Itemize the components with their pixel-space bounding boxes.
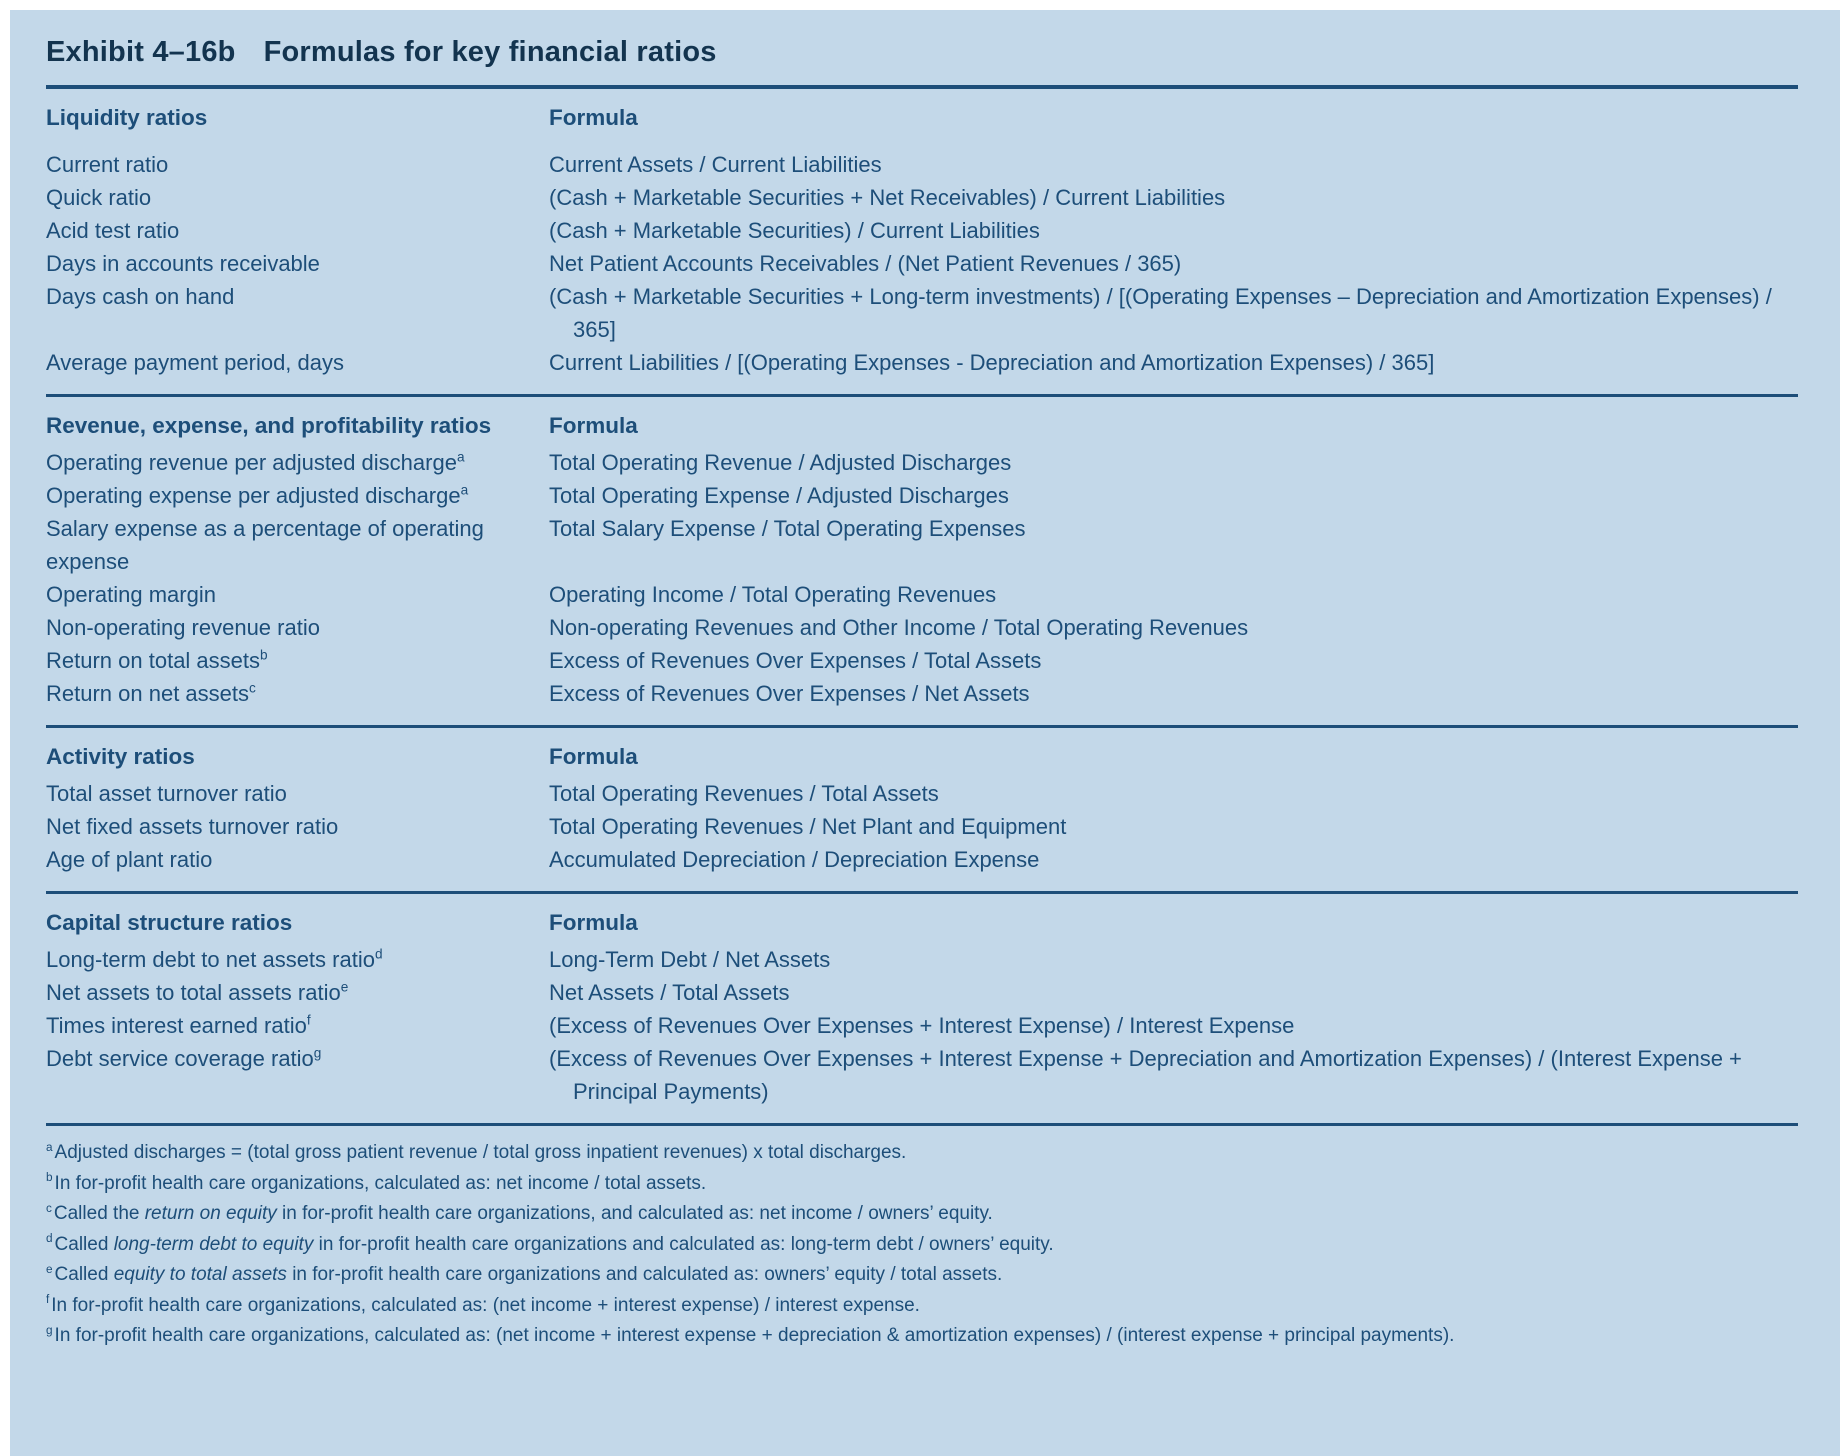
section-header-row xyxy=(46,101,1798,134)
ratio-name-text: Days in accounts receivable xyxy=(46,251,320,276)
title-divider xyxy=(46,85,1798,89)
footnote-line xyxy=(46,1230,1798,1261)
footnote-text: Adjusted discharges = (total gross patient revenue / total gross inpatient revenues) x total discharges. xyxy=(54,1142,907,1163)
footnote-text: long-term debt to equity xyxy=(113,1233,314,1255)
ratio-formula: Current Assets / Current Liabilities xyxy=(549,152,882,177)
ratio-row xyxy=(46,843,1798,876)
ratio-row xyxy=(46,280,1798,346)
ratio-row xyxy=(46,943,1798,976)
ratio-formula: Total Operating Revenues / Net Plant and Equipment xyxy=(549,814,1067,839)
footnote-ref: c xyxy=(249,680,256,696)
ratio-name xyxy=(46,976,549,1009)
formula-column-header: Formula xyxy=(549,910,638,935)
footnote-ref: a xyxy=(456,449,465,465)
section-divider xyxy=(46,891,1798,894)
ratio-name xyxy=(46,479,549,512)
ratio-formula: Net Patient Accounts Receivables / (Net Patient Revenues / 365) xyxy=(549,251,1182,276)
exhibit-panel xyxy=(10,10,1840,1456)
ratio-name-text: Salary expense as a percentage of operating expense xyxy=(46,516,484,574)
ratio-name xyxy=(46,181,549,214)
footnote-text: In for-profit health care organizations, calculated as: (net income + interest expense) / interest expense. xyxy=(51,1294,920,1316)
footnote-text: In for-profit health care organizations, calculated as: (net income + interest expense + depreciation & amortization expenses) / (interest expense + principal payments). xyxy=(54,1325,1455,1346)
ratio-name xyxy=(46,777,549,810)
section-title: Liquidity ratios xyxy=(46,105,208,130)
ratio-formula: Total Operating Expense / Adjusted Discharges xyxy=(549,483,1009,508)
ratio-name-text: Operating revenue per adjusted discharge xyxy=(46,450,457,475)
ratio-name-text: Long-term debt to net assets ratio xyxy=(46,947,375,972)
footnote-ref: d xyxy=(374,946,383,962)
ratio-row xyxy=(46,677,1798,710)
footnote-marker: d xyxy=(46,1232,53,1246)
ratio-name-text: Return on total assets xyxy=(46,648,261,673)
ratio-formula: Long-Term Debt / Net Assets xyxy=(549,947,831,972)
ratio-formula: Total Operating Revenues / Total Assets xyxy=(549,781,939,806)
footnote-marker: a xyxy=(46,1140,53,1154)
ratio-name xyxy=(46,1009,549,1042)
ratio-name-text: Times interest earned ratio xyxy=(46,1013,307,1038)
ratio-name-text: Total asset turnover ratio xyxy=(46,781,287,806)
ratio-section xyxy=(46,101,1798,379)
ratio-name xyxy=(46,247,549,280)
ratio-name xyxy=(46,512,549,578)
footnote-text: in for-profit health care organizations, and calculated as: net income / owners’ equity. xyxy=(276,1203,993,1224)
formula-column-header: Formula xyxy=(549,413,638,438)
ratio-formula: Current Liabilities / [(Operating Expenses - Depreciation and Amortization Expenses) / 365] xyxy=(549,350,1435,375)
footnote-marker: b xyxy=(46,1171,53,1185)
ratio-formula: Excess of Revenues Over Expenses / Total Assets xyxy=(549,648,1042,673)
ratio-name xyxy=(46,611,549,644)
footnote-text: In for-profit health care organizations, calculated as: net income / total assets. xyxy=(54,1172,707,1194)
ratio-formula: (Cash + Marketable Securities + Net Receivables) / Current Liabilities xyxy=(549,185,1226,210)
ratio-name-text: Age of plant ratio xyxy=(46,847,213,872)
ratio-row xyxy=(46,976,1798,1009)
ratio-name xyxy=(46,677,549,710)
ratio-sections xyxy=(46,101,1798,1108)
footnote-ref: e xyxy=(340,979,349,995)
footnote-marker: e xyxy=(46,1262,53,1276)
ratio-row xyxy=(46,644,1798,677)
footnote-text: Called xyxy=(54,1264,114,1285)
ratio-formula: Total Salary Expense / Total Operating Expenses xyxy=(549,516,1026,541)
ratio-name-text: Operating margin xyxy=(46,582,216,607)
exhibit-title-row xyxy=(46,36,1798,69)
ratio-name xyxy=(46,943,549,976)
ratio-name xyxy=(46,148,549,181)
ratio-name-text: Days cash on hand xyxy=(46,284,235,309)
footnote-line xyxy=(46,1199,1798,1230)
exhibit-title-text: Formulas for key financial ratios xyxy=(263,36,717,68)
footnote-text: in for-profit health care organizations and calculated as: long-term debt / owners’ equity. xyxy=(313,1233,1054,1255)
ratio-row xyxy=(46,1042,1798,1108)
ratio-formula: Excess of Revenues Over Expenses / Net Assets xyxy=(549,681,1030,706)
ratio-row xyxy=(46,181,1798,214)
ratio-formula: Non-operating Revenues and Other Income / Total Operating Revenues xyxy=(549,615,1249,640)
footnote-line xyxy=(46,1169,1798,1200)
ratio-formula: (Excess of Revenues Over Expenses + Interest Expense + Depreciation and Amortization Expenses) / (Interest Expense + Principal Payments) xyxy=(549,1046,1742,1104)
ratio-name xyxy=(46,280,549,346)
section-header-row xyxy=(46,740,1798,773)
ratio-row xyxy=(46,777,1798,810)
footnotes xyxy=(46,1138,1798,1352)
ratio-name-text: Quick ratio xyxy=(46,185,152,210)
formula-column-header: Formula xyxy=(549,744,638,769)
footnote-line xyxy=(46,1138,1798,1169)
ratio-section xyxy=(46,409,1798,710)
ratio-formula: (Cash + Marketable Securities) / Current Liabilities xyxy=(549,218,1040,243)
ratio-formula: Operating Income / Total Operating Revenues xyxy=(549,582,997,607)
exhibit-number: Exhibit 4–16b xyxy=(46,36,236,68)
ratio-name xyxy=(46,644,549,677)
ratio-name-text: Debt service coverage ratio xyxy=(46,1046,314,1071)
footnotes-divider xyxy=(46,1123,1798,1126)
footnote-marker: f xyxy=(46,1293,50,1307)
ratio-formula: Net Assets / Total Assets xyxy=(549,980,790,1005)
footnote-line xyxy=(46,1260,1798,1291)
ratio-name xyxy=(46,346,549,379)
footnote-line xyxy=(46,1321,1798,1352)
ratio-name xyxy=(46,1042,549,1108)
ratio-row xyxy=(46,446,1798,479)
section-header-row xyxy=(46,906,1798,939)
footnote-text: Called xyxy=(54,1233,114,1255)
ratio-row xyxy=(46,578,1798,611)
footnote-ref: f xyxy=(306,1012,311,1028)
ratio-row xyxy=(46,346,1798,379)
section-header-row xyxy=(46,409,1798,442)
ratio-row xyxy=(46,247,1798,280)
ratio-name-text: Net assets to total assets ratio xyxy=(46,980,341,1005)
footnote-ref: b xyxy=(260,647,268,663)
ratio-name xyxy=(46,810,549,843)
ratio-row xyxy=(46,611,1798,644)
section-divider xyxy=(46,725,1798,728)
footnote-text: Called the xyxy=(53,1203,145,1224)
footnote-text: return on equity xyxy=(144,1203,277,1224)
ratio-row xyxy=(46,479,1798,512)
ratio-name-text: Net fixed assets turnover ratio xyxy=(46,814,339,839)
footnote-text: in for-profit health care organizations and calculated as: owners’ equity / total assets. xyxy=(286,1264,1003,1285)
ratio-section xyxy=(46,740,1798,876)
footnote-ref: g xyxy=(313,1045,322,1061)
section-title: Activity ratios xyxy=(46,744,195,769)
section-title: Revenue, expense, and profitability ratios xyxy=(46,413,492,438)
ratio-row xyxy=(46,512,1798,578)
footnote-marker: c xyxy=(46,1201,52,1215)
ratio-name-text: Operating expense per adjusted discharge xyxy=(46,483,461,508)
footnote-line xyxy=(46,1291,1798,1322)
ratio-formula: Total Operating Revenue / Adjusted Discharges xyxy=(549,450,1012,475)
footnote-marker: g xyxy=(46,1323,53,1337)
ratio-row xyxy=(46,214,1798,247)
section-title: Capital structure ratios xyxy=(46,910,293,935)
ratio-name xyxy=(46,843,549,876)
footnote-text: equity to total assets xyxy=(113,1264,287,1285)
ratio-name-text: Current ratio xyxy=(46,152,169,177)
ratio-formula: Accumulated Depreciation / Depreciation Expense xyxy=(549,847,1040,872)
ratio-section xyxy=(46,906,1798,1108)
ratio-formula: (Excess of Revenues Over Expenses + Interest Expense) / Interest Expense xyxy=(549,1013,1295,1038)
ratio-name xyxy=(46,446,549,479)
ratio-name-text: Acid test ratio xyxy=(46,218,180,243)
ratio-name-text: Average payment period, days xyxy=(46,350,344,375)
ratio-name xyxy=(46,578,549,611)
ratio-name-text: Return on net assets xyxy=(46,681,250,706)
ratio-formula: (Cash + Marketable Securities + Long-term investments) / [(Operating Expenses – Depreciation and Amortization Expenses) / 365] xyxy=(549,284,1772,342)
section-divider xyxy=(46,394,1798,397)
ratio-name-text: Non-operating revenue ratio xyxy=(46,615,320,640)
footnote-ref: a xyxy=(460,482,469,498)
formula-column-header: Formula xyxy=(549,105,638,130)
ratio-row xyxy=(46,810,1798,843)
ratio-row xyxy=(46,1009,1798,1042)
ratio-row xyxy=(46,148,1798,181)
ratio-name xyxy=(46,214,549,247)
